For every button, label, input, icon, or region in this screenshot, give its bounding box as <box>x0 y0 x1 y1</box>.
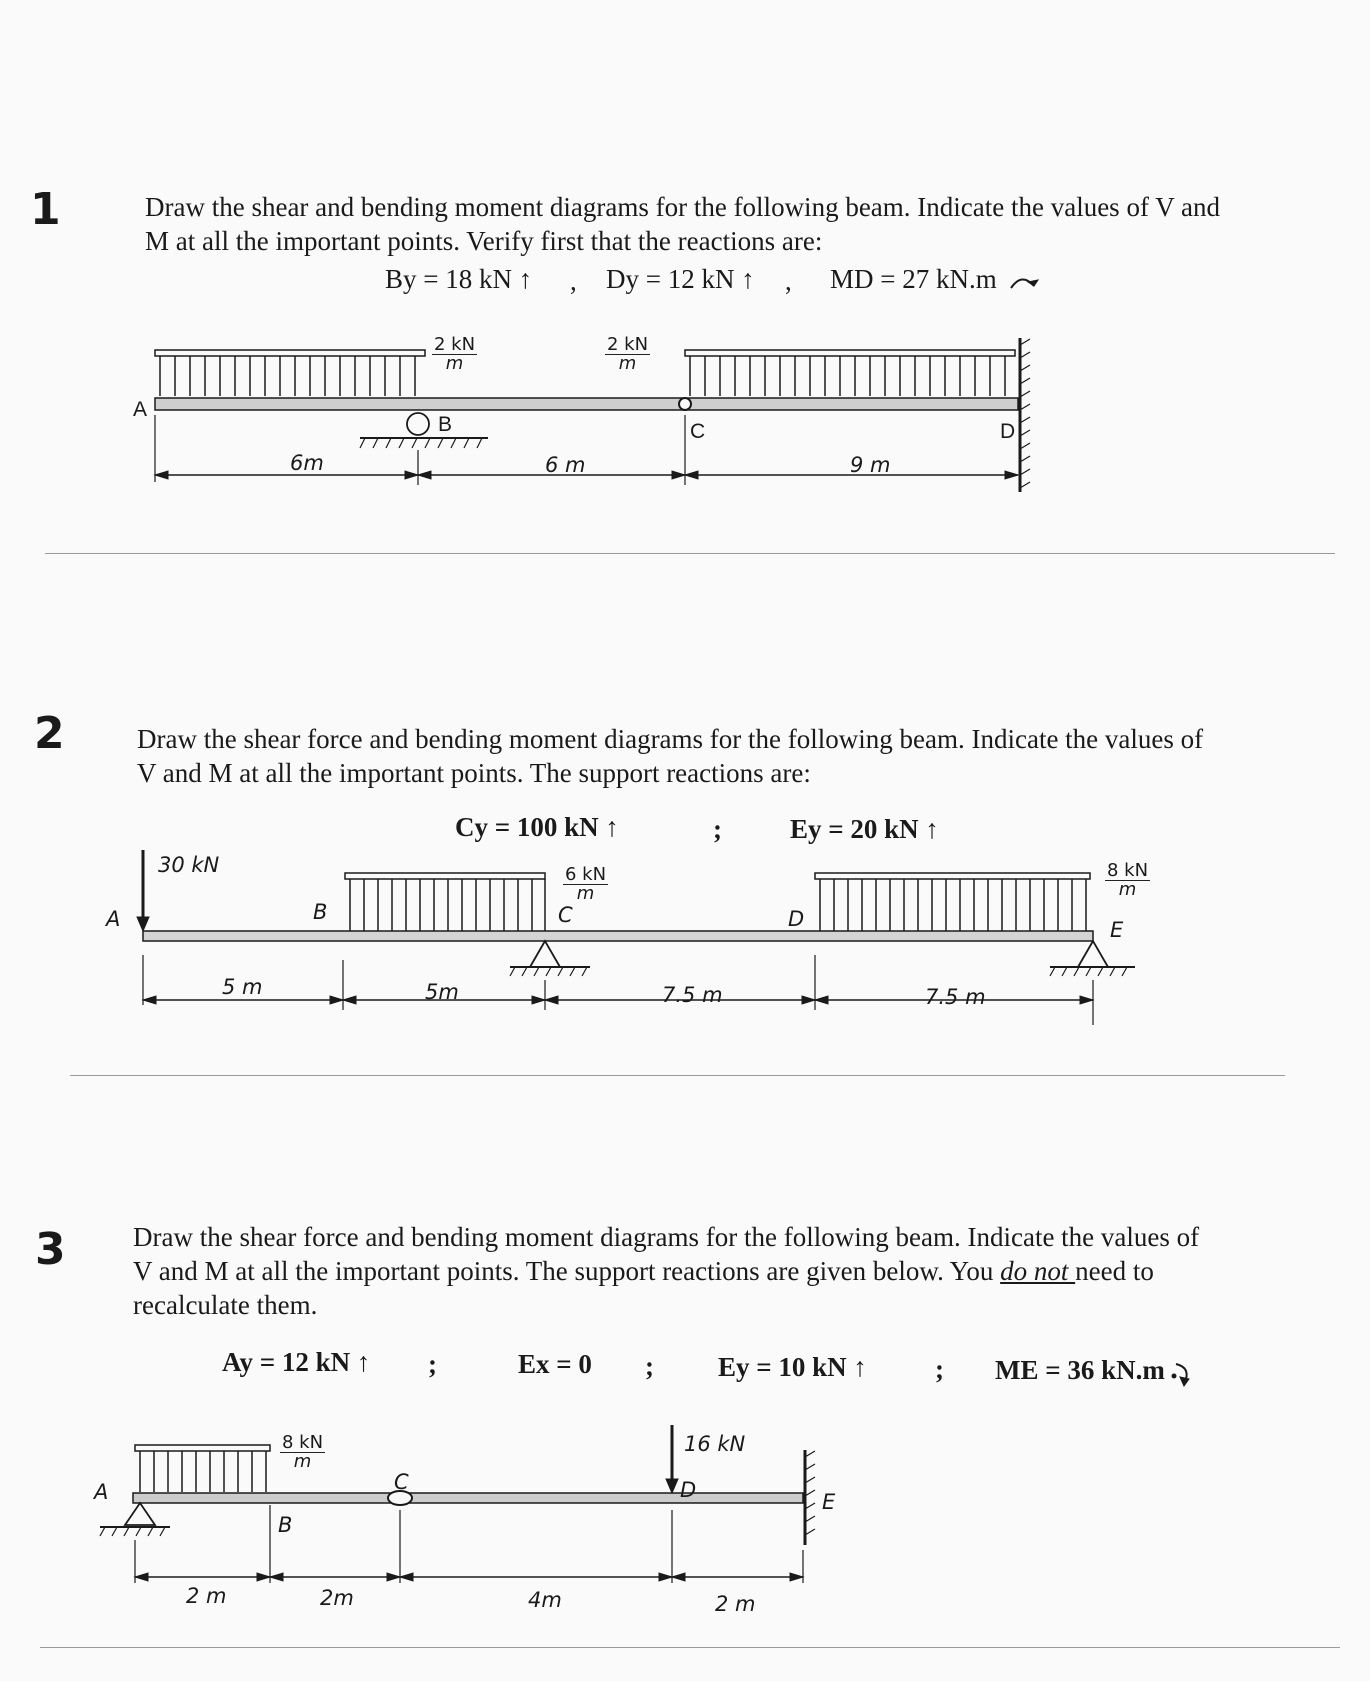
p1-sep-2: , <box>785 266 792 296</box>
problem-2-statement <box>137 722 1297 790</box>
beam3-point-e: E <box>822 1490 836 1514</box>
problem-1-line-2: M at all the important points. Verify first that the reactions are: <box>145 226 823 256</box>
divider-3 <box>40 1647 1340 1648</box>
ccw-moment-arrow-icon <box>1008 270 1042 292</box>
beam1-point-a: A <box>133 398 148 421</box>
beam3-udl-bar <box>135 1445 270 1451</box>
beam3-span-cd: 4m <box>528 1588 562 1612</box>
beam1-udl-left-bar <box>155 350 425 356</box>
beam2-span-cd: 7.5 m <box>662 983 723 1007</box>
beam2-span-de: 7.5 m <box>925 985 986 1009</box>
beam2-load-right-label: $\frac{8 kN}{m}$ <box>1107 860 1149 900</box>
beam1-member <box>155 398 1018 410</box>
beam3-load-label: $\frac{8 kN}{m}$ <box>282 1432 324 1472</box>
beam3-support-a <box>125 1503 155 1525</box>
beam3-member <box>133 1493 803 1503</box>
problem-3-statement <box>133 1220 1303 1322</box>
beam1-udl-right-bar <box>685 350 1015 356</box>
p1-reaction-md: MD = 27 kN.m <box>830 264 997 294</box>
beam3-span-de: 2 m <box>715 1592 756 1616</box>
beam3-point-b: B <box>278 1513 293 1537</box>
beam1-hinge-c <box>679 398 691 410</box>
beam2-point-b: B <box>313 900 328 924</box>
beam2-point-c: C <box>558 903 573 927</box>
cw-moment-arrow-icon <box>1170 1360 1200 1390</box>
beam3-point-a: A <box>94 1480 109 1504</box>
problem-3-number: 3 <box>35 1224 66 1275</box>
p3-reaction-ay: Ay = 12 kN ↑ <box>222 1347 371 1377</box>
problem-2-line-2: V and M at all the important points. The support reactions are: <box>137 758 811 788</box>
beam1-span-cd: 9 m <box>850 453 891 477</box>
p2-reaction-ey: Ey = 20 kN ↑ <box>790 814 939 844</box>
beam1-point-d: D <box>1000 420 1016 443</box>
beam1-roller-b <box>407 413 429 435</box>
beam1-udl-left-arrows <box>160 356 415 396</box>
beam2-span-bc: 5m <box>425 980 459 1004</box>
beam3-span-bc: 2m <box>320 1586 354 1610</box>
problem-3-line-3: recalculate them. <box>133 1290 318 1320</box>
p3-reaction-ex: Ex = 0 <box>518 1349 592 1379</box>
beam2-point-d: D <box>788 907 805 931</box>
beam2-point-load-label: 30 kN <box>158 853 220 877</box>
beam1-span-bc: 6 m <box>545 453 586 477</box>
beam2-point-e: E <box>1110 918 1124 942</box>
beam1-udl-right-arrows <box>690 356 1005 396</box>
problem-1-number: 1 <box>30 184 61 235</box>
problem-2-line-1: Draw the shear force and bending moment diagrams for the following beam. Indicate the values of <box>137 724 1204 754</box>
beam2-udl-right-bar <box>815 873 1090 879</box>
problem-2-number: 2 <box>34 708 65 759</box>
beam3-point-load-label: 16 kN <box>684 1432 746 1456</box>
beam2-load-left-label: $\frac{6 kN}{m}$ <box>565 864 607 904</box>
beam3-point-c: C <box>394 1470 409 1494</box>
beam2-member <box>143 931 1093 941</box>
problem-3-line-2: V and M at all the important points. The support reactions are given below. You do not need to <box>133 1256 1154 1286</box>
divider-1 <box>45 553 1335 554</box>
beam3-point-d: D <box>680 1478 697 1502</box>
beam2-udl-left-bar <box>345 873 545 879</box>
p1-sep-1: , <box>570 266 577 296</box>
beam1-point-c: C <box>690 420 706 443</box>
p1-reaction-dy: Dy = 12 kN ↑ <box>606 264 755 294</box>
p3-sep-2: ; <box>645 1351 654 1381</box>
beam2-span-ab: 5 m <box>222 975 263 999</box>
p2-reaction-cy: Cy = 100 kN ↑ <box>455 812 619 842</box>
p3-reaction-me: ME = 36 kN.m <box>995 1355 1165 1385</box>
beam1-load-right-label: $\frac{2 kN}{m}$ <box>607 334 649 374</box>
beam1-span-ab: 6m <box>290 451 324 475</box>
beam1-point-b: B <box>438 413 453 436</box>
beam2-pin-e <box>1078 941 1108 967</box>
beam2-point-a: A <box>106 907 121 931</box>
p1-reaction-by: By = 18 kN ↑ <box>385 264 533 294</box>
divider-2 <box>70 1075 1285 1076</box>
p2-sep: ; <box>713 814 722 844</box>
beam-1-diagram <box>0 320 1370 500</box>
p3-sep-3: ; <box>935 1354 944 1384</box>
p3-sep-1: ; <box>428 1349 437 1379</box>
beam3-span-ab: 2 m <box>186 1584 227 1608</box>
problem-1-line-1: Draw the shear and bending moment diagrams for the following beam. Indicate the values of V and <box>145 192 1220 222</box>
beam2-pin-c <box>530 941 560 967</box>
p3-reaction-ey: Ey = 10 kN ↑ <box>718 1352 867 1382</box>
beam1-load-left-label: $\frac{2 kN}{m}$ <box>434 334 476 374</box>
problem-3-line-1: Draw the shear force and bending moment diagrams for the following beam. Indicate the values of <box>133 1222 1200 1252</box>
problem-1-statement <box>145 190 1265 258</box>
